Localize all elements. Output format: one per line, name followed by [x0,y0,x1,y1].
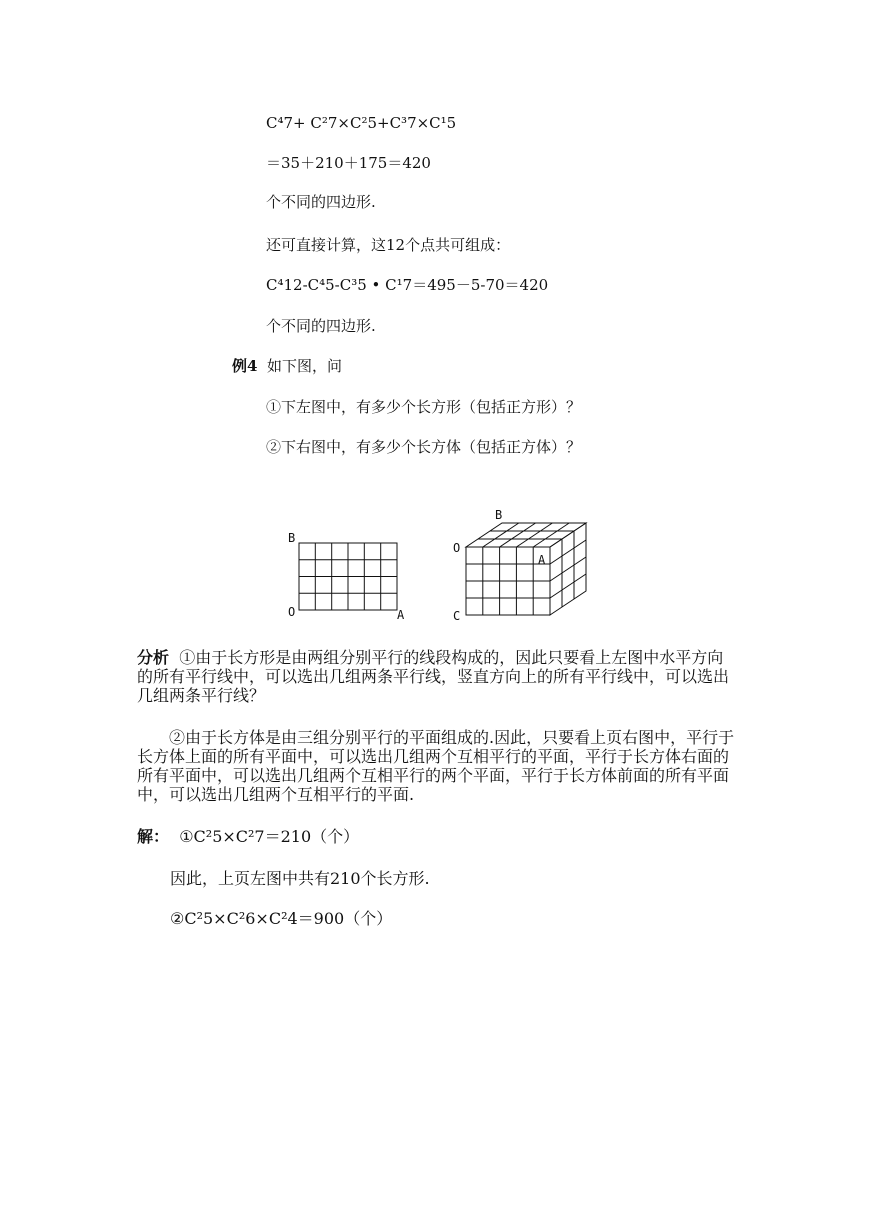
conclusion-line-2: 个不同的四边形. [266,317,376,335]
solution-step-1 [137,828,359,846]
label-o-left: O [288,605,296,619]
label-a-left: A [397,608,405,622]
label-b-right: B [495,508,503,522]
analysis-paragraph-2: ②由于长方体是由三组分别平行的平面组成的.因此，只要看上页右图中，平行于长方体上面的所有平面中，可以选出几组两个互相平行的平面，平行于长方体右面的所有平面中，可以选出几组两个互相平行的两个平面，平行于长方体前面的所有平面中，可以选出几组两个互相平行的平面. [137,728,735,804]
label-o-right: O [453,541,461,555]
solution-label: 解： [137,827,170,846]
result-line-1: ＝35＋210＋175＝420 [266,154,431,172]
left-grid-figure [285,525,415,625]
conclusion-line-1: 个不同的四边形. [266,193,376,211]
label-a-right: A [538,553,546,567]
label-c-right: C [453,609,461,623]
solution-step-1-text: ①C²5×C²7＝210（个） [179,827,360,846]
question-2: ②下右图中，有多少个长方体（包括正方体）？ [266,438,582,456]
formula-line-2: C⁴12-C⁴5-C³5 • C¹7＝495－5-70＝420 [266,276,549,294]
formula-line-1: C⁴7+ C²7×C²5+C³7×C¹5 [266,114,457,132]
example-heading [232,357,342,375]
analysis-label: 分析 [137,648,170,667]
analysis-text-1: ①由于长方形是由两组分别平行的线段构成的，因此只要看上左图中水平方向的所有平行线中，可以选出几组两条平行线，竖直方向上的所有平行线中，可以选出几组两条平行线？ [137,648,730,705]
solution-conclusion-1: 因此，上页左图中共有210个长方形. [170,869,430,888]
solution-step-2: ②C²5×C²6×C²4＝900（个） [170,909,393,928]
question-1: ①下左图中，有多少个长方形（包括正方形）？ [266,398,582,416]
example-prompt: 如下图，问 [266,357,342,375]
cube-lines [466,523,586,615]
grid-lines [299,543,397,610]
analysis-paragraph-1 [137,648,737,705]
alt-intro-line: 还可直接计算，这12个点共可组成： [266,236,511,254]
right-cube-figure [450,505,595,625]
example-label: 例4 [232,357,258,375]
label-b-left: B [288,531,296,545]
